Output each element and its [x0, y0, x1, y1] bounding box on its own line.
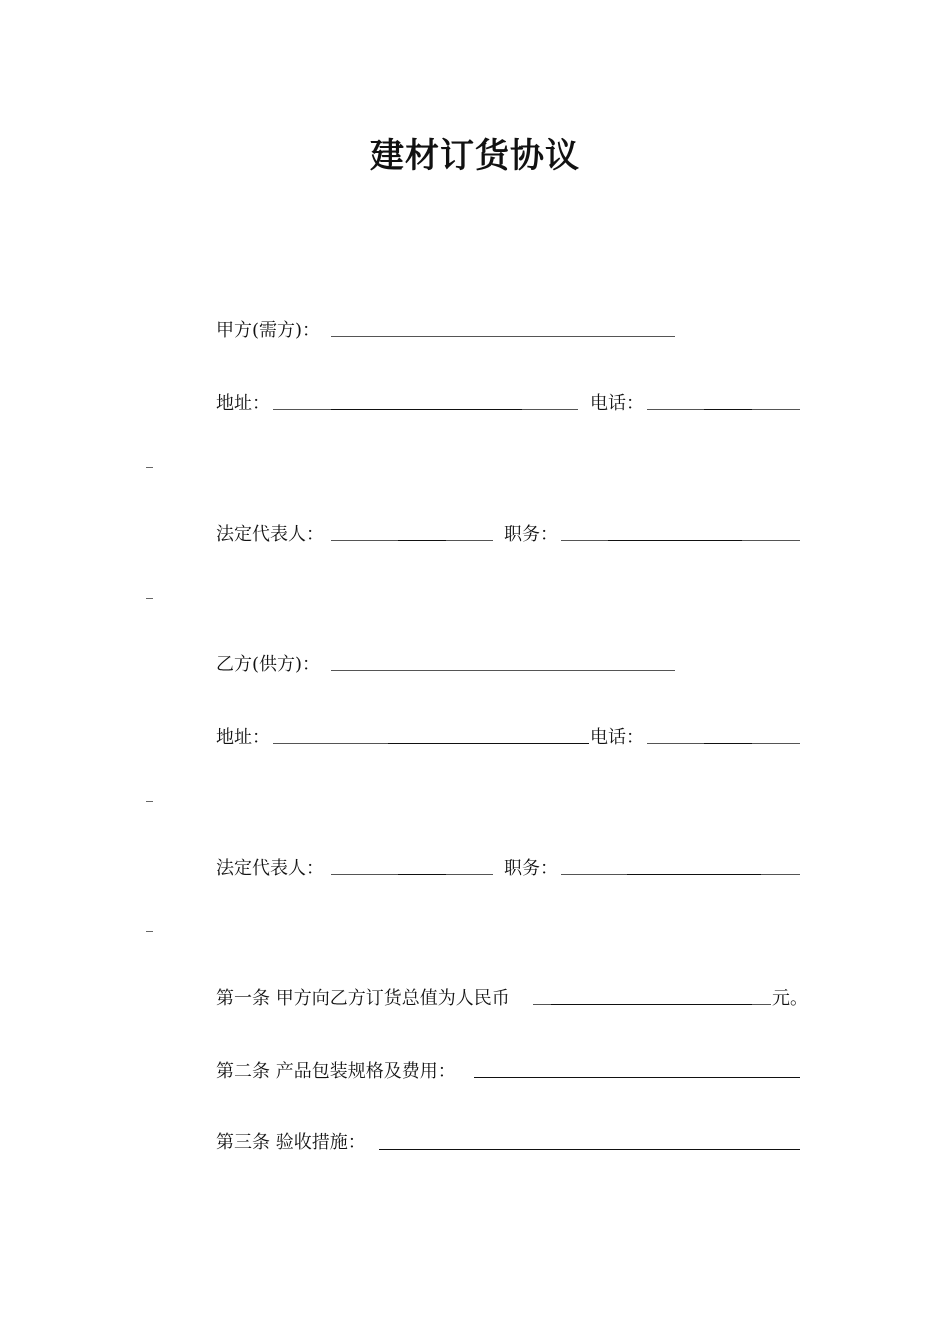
margin-dash — [146, 801, 153, 802]
article-3-field[interactable] — [379, 1149, 800, 1150]
party-a-rep-label: 法定代表人： — [216, 524, 324, 545]
article-1-amount-field-inner — [551, 1004, 752, 1005]
party-b-phone-field-inner — [704, 743, 752, 744]
article-1-label: 第一条 甲方向乙方订货总值为人民币 — [216, 988, 510, 1009]
party-a-address-field-inner — [331, 409, 522, 410]
party-a-phone-field-inner — [704, 409, 752, 410]
article-2-field[interactable] — [474, 1077, 800, 1078]
party-a-address-label: 地址： — [216, 393, 270, 414]
party-b-position-label: 职务： — [504, 858, 558, 879]
party-b-address-field-inner — [388, 743, 589, 744]
party-a-name-label: 甲方(需方)： — [216, 320, 321, 341]
party-b-position-field-inner — [627, 874, 761, 875]
article-1-suffix: 元。 — [772, 988, 808, 1009]
party-a-name-field[interactable] — [331, 336, 675, 337]
party-b-rep-label: 法定代表人： — [216, 858, 324, 879]
party-b-name-field[interactable] — [331, 670, 675, 671]
article-2-label: 第二条 产品包装规格及费用： — [216, 1061, 456, 1082]
party-a-position-field-inner — [608, 540, 742, 541]
party-b-name-label: 乙方(供方)： — [216, 654, 321, 675]
party-a-position-label: 职务： — [504, 524, 558, 545]
document-title: 建材订货协议 — [370, 136, 580, 176]
party-b-address-label: 地址： — [216, 727, 270, 748]
party-b-phone-label: 电话： — [590, 727, 644, 748]
party-b-rep-field-inner — [398, 874, 446, 875]
margin-dash — [146, 467, 153, 468]
party-a-phone-label: 电话： — [590, 393, 644, 414]
article-3-label: 第三条 验收措施： — [216, 1132, 366, 1153]
margin-dash — [146, 598, 153, 599]
margin-dash — [146, 931, 153, 932]
party-a-rep-field-inner — [398, 540, 446, 541]
